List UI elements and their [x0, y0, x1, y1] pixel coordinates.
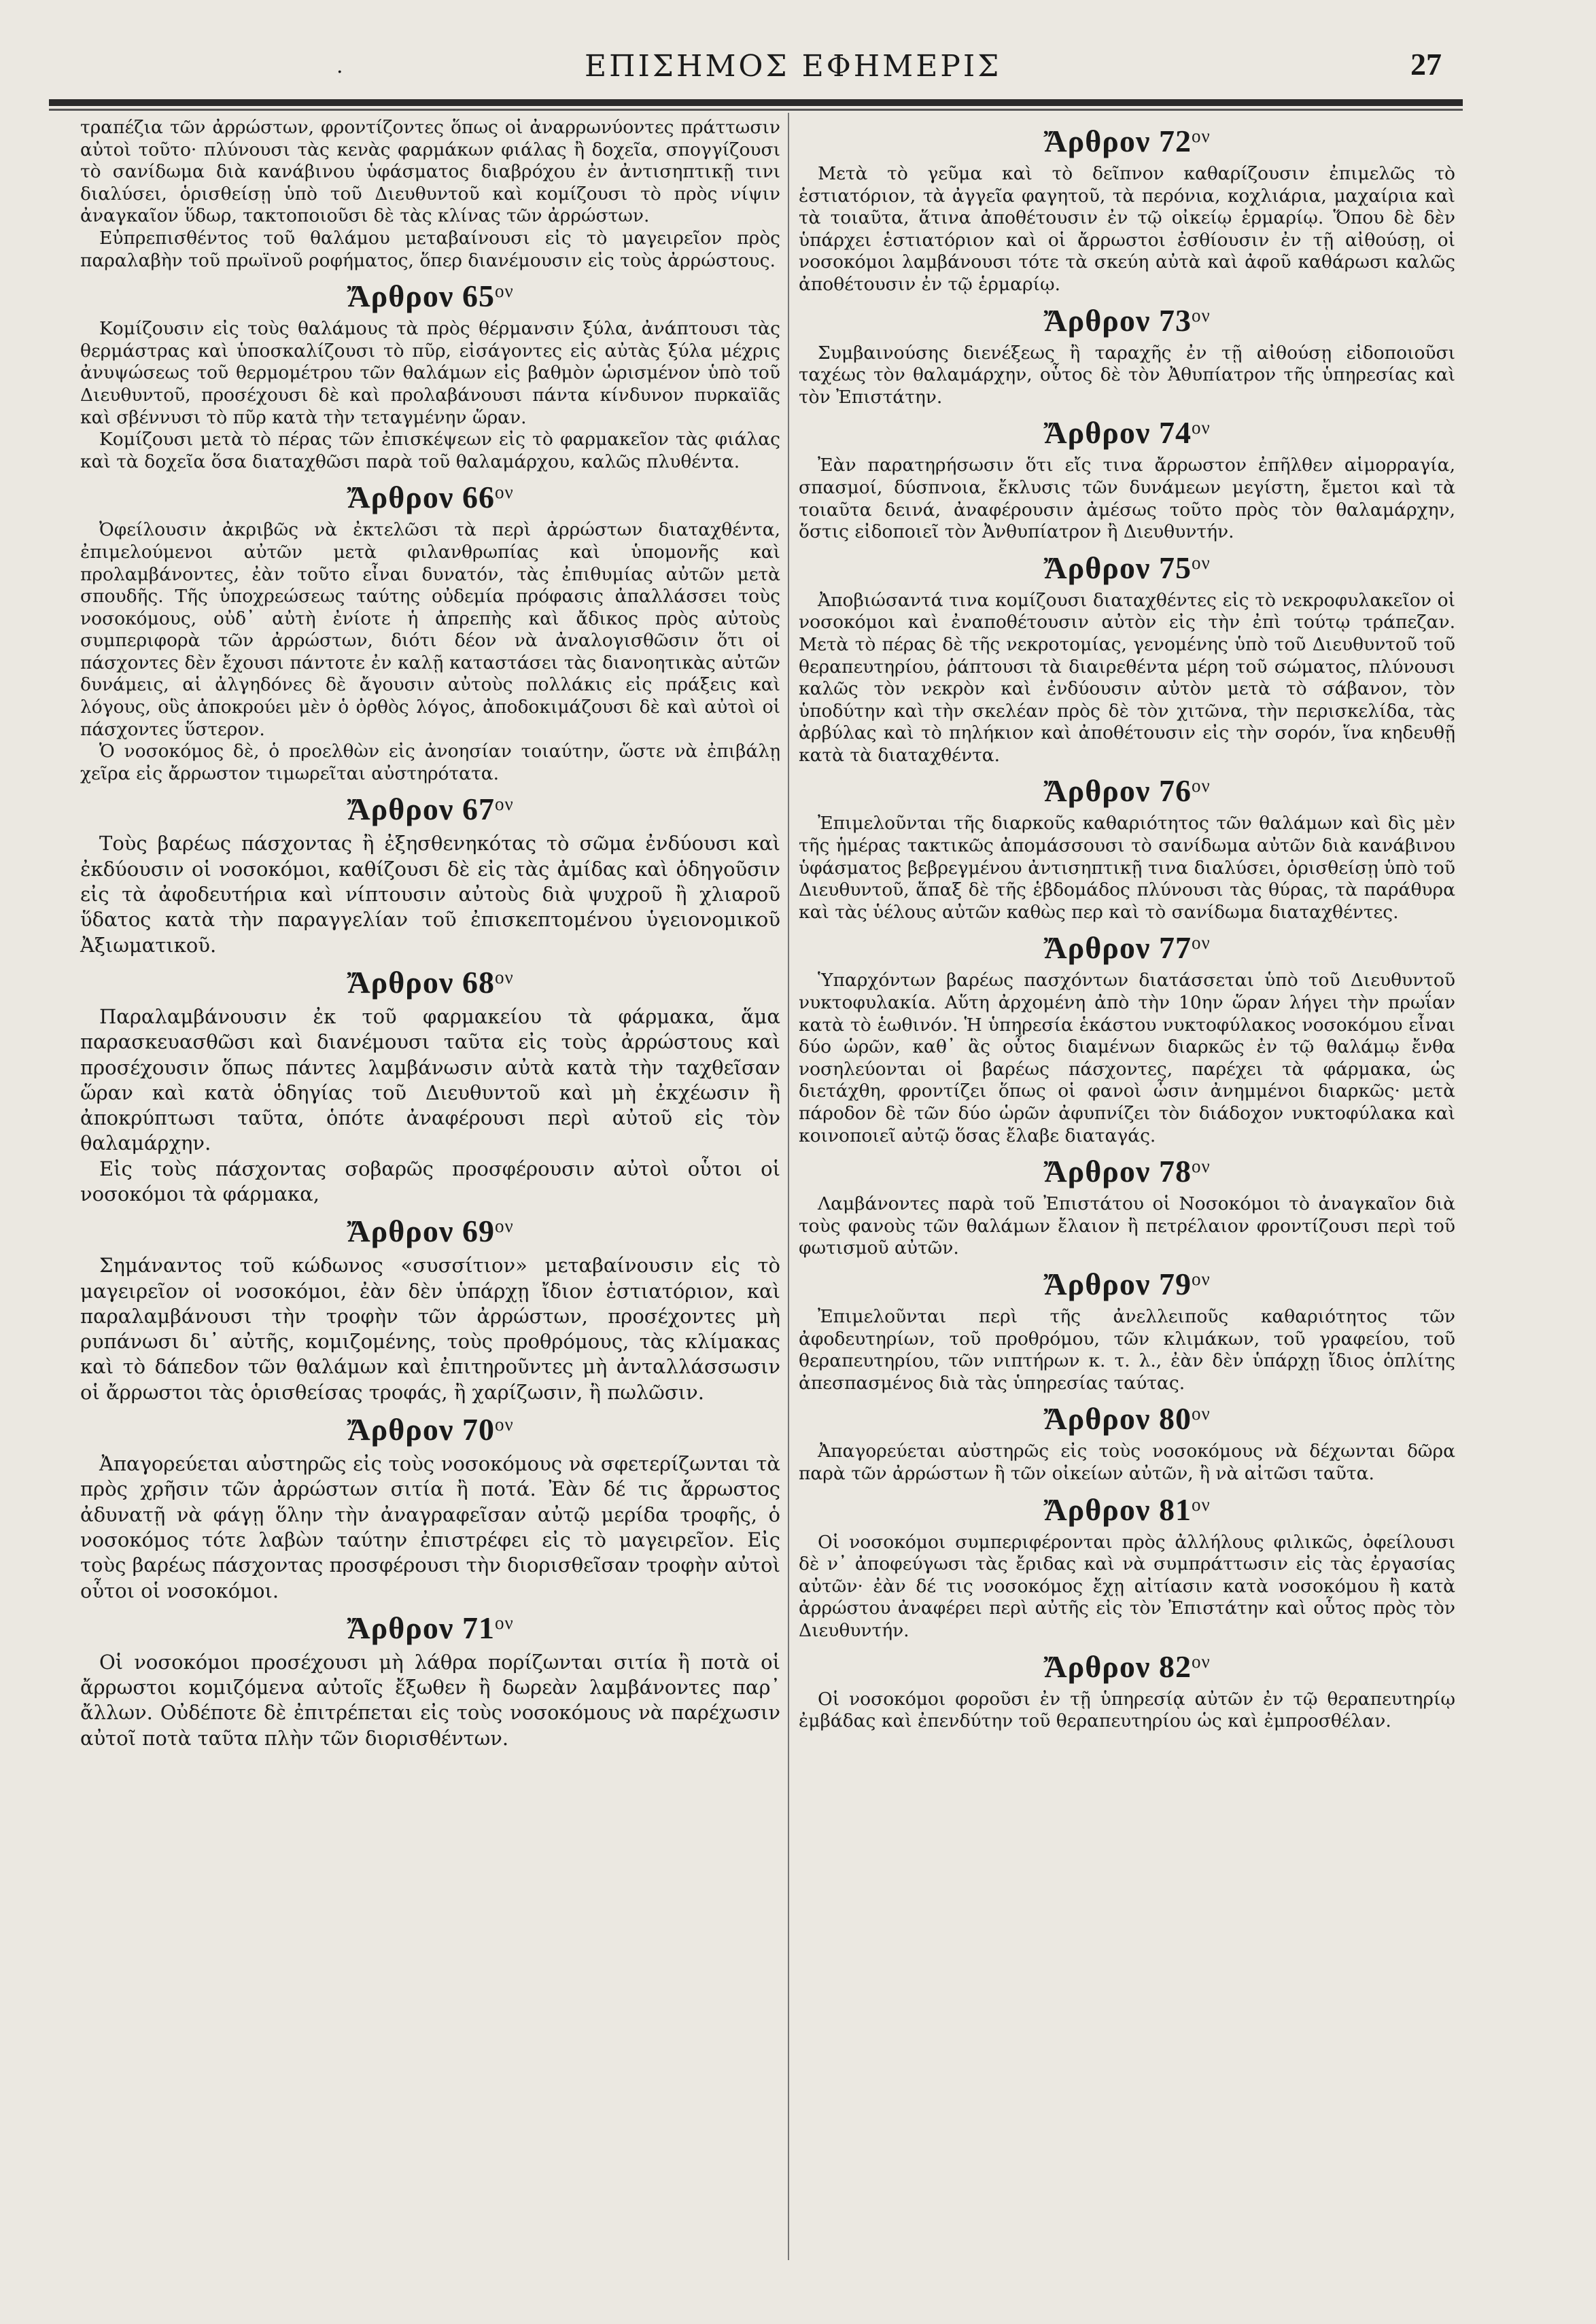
article-65-paragraph-1: Κομίζουσιν εἰς τοὺς θαλάμους τὰ πρὸς θέρμανσιν ξύλα, ἀνάπτουσι τὰς θερμάστρας καὶ ὑποσκαλίζουσι τὸ πῦρ, εἰσάγοντες εἰς αὐτὰς ξύλα μέχρις ἀνυψώσεως τοῦ θερμομέτρου τῶν θαλάμων εἰς βαθμὸν ὡρισμένον ὑπὸ τοῦ Διευθυντοῦ, προσέχουσι δὲ καὶ προλαβάνουσι πάντα κίνδυνον πυρκαϊᾶς καὶ σβέννυσι τὸ πῦρ κατὰ τὴν τεταγμένην ὥραν. — [80, 318, 780, 428]
article-heading-74: Ἄρθρον $74^{o\nu}$ — [1043, 415, 1211, 451]
article-heading-81: Ἄρθρον $81^{o\nu}$ — [1043, 1492, 1211, 1527]
article-75-paragraph: Ἀποβιώσαντά τινα κομίζουσι διαταχθέντες εἰς τὸ νεκροφυλακεῖον οἱ νοσοκόμοι καὶ ἐναποθέτουσιν αὐτὸν εἰς τὴν ἐπὶ τούτῳ τράπεζαν. Μετὰ τὸ πέρας δὲ τῆς νεκροτομίας, γενομένης ὑπὸ τοῦ Διευθυντοῦ τοῦ θεραπευτηρίου, ῥάπτουσι τὰ διαιρεθέντα μέρη τοῦ σώματος, πλύνουσι καλῶς τὸν νεκρὸν καὶ ἐνδύουσιν αὐτὸν μετὰ τὸ σάβανον, τὸν ὑποδύτην καὶ τὴν σκελέαν πρὸς δὲ τὸν χιτῶνα, τὴν περισκελίδα, τὰς ἀρβύλας καὶ τὸ πηλήκιον καὶ ἀποθέτουσιν εἰς τὴν σορόν, ἵνα κηδευθῇ κατὰ τὰ διαταχθέντα. — [799, 589, 1455, 766]
header-rule — [49, 99, 1463, 106]
article-68-paragraph-2: Εἰς τοὺς πάσχοντας σοβαρῶς προσφέρουσιν αὐτοὶ οὗτοι οἱ νοσοκόμοι τὰ φάρμακα, — [80, 1157, 780, 1205]
paragraph-intro-2: Εὐπρεπισθέντος τοῦ θαλάμου μεταβαίνουσι εἰς τὸ μαγειρεῖον πρὸς παραλαβὴν τοῦ πρωϊνοῦ ροφήματος, ὅπερ διανέμουσιν εἰς τοὺς ἀρρώστους. — [80, 227, 780, 271]
article-71-paragraph: Οἱ νοσοκόμοι προσέχουσι μὴ λάθρα πορίζωνται σιτία ἢ ποτὰ οἱ ἄρρωστοι κομιζόμενα αὐτοῖς ἔξωθεν ἢ δωρεὰν λαμβάνοντες παρ᾽ ἄλλων. Οὐδέποτε δὲ ἐπιτρέπεται εἰς τοὺς νοσοκόμους νὰ παρέχωσιν αὐτοῖ ποτὰ ταῦτα πλὴν τῶν διορισθέντων. — [80, 1650, 780, 1750]
page-number: 27 — [1410, 47, 1442, 82]
left-column — [80, 117, 780, 1751]
article-heading-77: Ἄρθρον $77^{o\nu}$ — [1043, 930, 1211, 966]
column-divider — [788, 113, 789, 2260]
article-heading-73: Ἄρθρον $73^{o\nu}$ — [1043, 302, 1211, 338]
article-heading-76: Ἄρθρον $76^{o\nu}$ — [1043, 773, 1211, 809]
header-dot: . — [336, 54, 343, 78]
page-header — [0, 49, 1596, 96]
article-66-paragraph-2: Ὁ νοσοκόμος δὲ, ὁ προελθὼν εἰς ἀνοησίαν τοιαύτην, ὥστε νὰ ἐπιβάλῃ χεῖρα εἰς ἄρρωστον τιμωρεῖται αὐστηρότατα. — [80, 741, 780, 784]
article-82-paragraph: Οἱ νοσοκόμοι φοροῦσι ἐν τῇ ὑπηρεσίᾳ αὐτῶν ἐν τῷ θεραπευτηρίῳ ἐμβάδας καὶ ἐπενδύτην τοῦ θεραπευτηρίου ὡς καὶ ἐμπροσθέλαν. — [799, 1688, 1455, 1732]
header-rule-thin — [49, 109, 1463, 111]
article-73-paragraph: Συμβαινούσης διενέξεως ἢ ταραχῆς ἐν τῇ αἰθούσῃ εἰδοποιοῦσι ταχέως τὸν θαλαμάρχην, οὗτος δὲ τὸν Ἀθυπίατρον τῆς ὑπηρεσίας καὶ τὸν Ἐπιστάτην. — [799, 342, 1455, 408]
article-heading-67: Ἄρθρον $67^{o\nu}$ — [347, 792, 514, 827]
article-66-paragraph-1: Ὀφείλουσιν ἀκριβῶς νὰ ἐκτελῶσι τὰ περὶ ἀρρώστων διαταχθέντα, ἐπιμελούμενοι αὐτῶν μετὰ φιλανθρωπίας καὶ ὑπομονῆς καὶ προλαμβάνοντες, ἐὰν τοῦτο εἶναι δυνατόν, τὰς ἐπιθυμίας αὐτῶν μετὰ σπουδῆς. Τῆς ὑποχρεώσεως ταύτης οὐδεμία πρόφασις ἀπαλλάσσει τοὺς νοσοκόμους, οὐδ᾽ αὐτὴ ἐνίοτε ἡ ἀπρεπὴς καὶ ἄδικος πρὸς αὐτοὺς συμπεριφορὰ τῶν ἀρρώστων, διότι δέον νὰ ἀναλογισθῶσιν ὅτι οἱ πάσχοντες δὲν ἔχουσι πάντοτε ἐν καλῇ καταστάσει τὰς διανοητικὰς αὐτῶν δυνάμεις, αἱ ἀλγηδόνες δὲ ἄγουσιν αὐτοὺς πολλάκις εἰς πράξεις καὶ λόγους, οὓς ἀποκρούει μὲν ὁ ὀρθὸς λόγος, ἀποδοκιμάζουσι δὲ καὶ αὐτοὶ οἱ πάσχοντες ὕστερον. — [80, 519, 780, 740]
article-heading-78: Ἄρθρον $78^{o\nu}$ — [1043, 1154, 1211, 1189]
article-heading-70: Ἄρθρον $70^{o\nu}$ — [347, 1412, 514, 1447]
article-heading-71: Ἄρθρον $71^{o\nu}$ — [347, 1610, 514, 1645]
article-heading-79: Ἄρθρον $79^{o\nu}$ — [1043, 1266, 1211, 1301]
newspaper-title: ΕΠΙΣΗΜΟΣ ΕΦΗΜΕΡΙΣ — [585, 49, 1002, 84]
article-69-paragraph: Σημάναντος τοῦ κώδωνος «συσσίτιον» μεταβαίνουσιν εἰς τὸ μαγειρεῖον οἱ νοσοκόμοι, ἐὰν δὲν ὑπάρχῃ ἴδιον ἑστιατόριον, καὶ παραλαμβάνουσι τὴν τροφὴν τῶν ἀρρώστων, προσέχοντες μὴ ρυπάνωσι δι᾽ αὐτῆς, κομιζομένης, τοὺς προθρόμους, τὰς κλίμακας καὶ τὸ δάπεδον τῶν θαλάμων καὶ ἐπιτηροῦντες μὴ ἀνταλλάσσωσιν οἱ ἄρρωστοι τὰς ὁρισθείσας τροφάς, ἢ χαρίζωσιν, ἢ πωλῶσιν. — [80, 1254, 780, 1404]
article-68-paragraph-1: Παραλαμβάνουσιν ἐκ τοῦ φαρμακείου τὰ φάρμακα, ἅμα παρασκευασθῶσι καὶ διανέμουσι ταῦτα εἰς τοὺς ἀρρώστους καὶ προσέχουσιν ὅπως πάντες λαμβάνωσιν αὐτὰ κατὰ τὴν ταχθεῖσαν ὥραν καὶ κατὰ ὁδηγίας τοῦ Διευθυντοῦ καὶ μὴ ἐκχέωσιν ἢ ἀποκρύπτωσι ταῦτα, ὁπότε ἀναφέρουσι περὶ αὐτοῦ εἰς τὸν θαλαμάρχην. — [80, 1004, 780, 1155]
article-70-paragraph: Ἀπαγορεύεται αὐστηρῶς εἰς τοὺς νοσοκόμους νὰ σφετερίζωνται τὰ πρὸς χρῆσιν τῶν ἀρρώστων σιτία ἢ ποτά. Ἐὰν δέ τις ἄρρωστος ἀδυνατῇ νὰ φάγῃ ὅλην τὴν ἀναγραφεῖσαν αὐτῷ μερίδα τροφῆς, ὁ νοσοκόμος τότε λαβὼν ταύτην ἐπιστρέφει εἰς τὸ μαγειρεῖον. Εἰς τοὺς βαρέως πάσχοντας προσφέρουσι τὴν διορισθεῖσαν τροφὴν αὐτοὶ οὗτοι οἱ νοσοκόμοι. — [80, 1452, 780, 1602]
article-heading-65: Ἄρθρον $65^{o\nu}$ — [347, 279, 514, 314]
article-heading-69: Ἄρθρον $69^{o\nu}$ — [347, 1214, 514, 1249]
right-column — [799, 117, 1455, 1733]
article-heading-82: Ἄρθρον $82^{o\nu}$ — [1043, 1649, 1211, 1684]
article-74-paragraph: Ἐὰν παρατηρήσωσιν ὅτι εἴς τινα ἄρρωστον ἐπῆλθεν αἱμορραγία, σπασμοί, δύσπνοια, ἔκλυσις τῶν δυνάμεων μεγίστη, ἔμετοι καὶ τὰ τοιαῦτα δεινά, ἀναφέρουσιν ἀμέσως τοῦτο πρὸς τὸν θαλαμάρχην, ὅστις εἰδοποιεῖ τὸν Ἀνθυπίατρον ἢ Διευθυντήν. — [799, 455, 1455, 543]
article-heading-72: Ἄρθρον $72^{o\nu}$ — [1043, 124, 1211, 158]
article-heading-66: Ἄρθρον $66^{o\nu}$ — [347, 480, 514, 515]
article-77-paragraph: Ὑπαρχόντων βαρέως πασχόντων διατάσσεται ὑπὸ τοῦ Διευθυντοῦ νυκτοφυλακία. Αὕτη ἀρχομένη ἀπὸ τὴν 10ην ὥραν λήγει τὴν πρωΐαν κατὰ τὸ ἑωθινόν. Ἡ ὑπηρεσία ἑκάστου νυκτοφύλακος νοσοκόμου εἶναι δύο ὡρῶν, καθ᾽ ἃς οὗτος διαμένων διαρκῶς ἐν τῷ θαλάμῳ ἔνθα νοσηλεύονται οἱ βαρέως πάσχοντες, παρέχει τὰ φάρμακα, ὡς διετάχθη, φροντίζει ὅπως οἱ φανοὶ ὦσιν ἀνημμένοι διαρκῶς· μετὰ πάροδον δὲ τῶν δύο ὡρῶν ἀφυπνίζει τὸν διάδοχον νυκτοφύλακα καὶ κοινοποιεῖ αὐτῷ ὅσας ἔλαβε διαταγάς. — [799, 970, 1455, 1146]
paragraph-intro: τραπέζια τῶν ἀρρώστων, φροντίζοντες ὅπως οἱ ἀναρρωνύοντες πράττωσιν αὐτοὶ τοῦτο· πλύνουσι τὰς κενὰς φαρμάκων φιάλας ἢ δοχεῖα, σπογγίζουσι τὸ σανίδωμα διὰ κανάβινου ὑφάσματος διαβρόχου ἐν ἀντισηπτικῇ τινι διαλύσει, ὁρισθείσῃ ὑπὸ τοῦ Διευθυντοῦ καὶ κομίζουσι τὸ πρὸς νίψιν ἀναγκαῖον ὕδωρ, τακτοποιοῦσι δὲ τὰς κλίνας τῶν ἀρρώστων. — [80, 117, 780, 227]
article-67-paragraph: Τοὺς βαρέως πάσχοντας ἢ ἐξησθενηκότας τὸ σῶμα ἐνδύουσι καὶ ἐκδύουσιν οἱ νοσοκόμοι, καθίζουσι δὲ εἰς τὰς ἀμίδας καὶ ὁδηγοῦσιν εἰς τὰ ἀφοδευτήρια καὶ νίπτουσιν αὐτοὺς διὰ ψυχροῦ ἢ χλιαροῦ ὕδατος κατὰ τὴν παραγγελίαν τοῦ ἐπισκεπτομένου ὑγειονομικοῦ Ἀξιωματικοῦ. — [80, 832, 780, 957]
article-heading-68: Ἄρθρον $68^{o\nu}$ — [347, 964, 514, 1000]
article-65-paragraph-2: Κομίζουσι μετὰ τὸ πέρας τῶν ἐπισκέψεων εἰς τὸ φαρμακεῖον τὰς φιάλας καὶ τὰ δοχεῖα ὅσα διαταχθῶσι παρὰ τοῦ θαλαμάρχου, καλῶς πλυθέντα. — [80, 429, 780, 472]
article-80-paragraph: Ἀπαγορεύεται αὐστηρῶς εἰς τοὺς νοσοκόμους νὰ δέχωνται δῶρα παρὰ τῶν ἀρρώστων ἢ τῶν οἰκείων αὐτῶν, ἢ νὰ αἰτῶσι ταῦτα. — [799, 1441, 1455, 1484]
article-76-paragraph: Ἐπιμελοῦνται τῆς διαρκοῦς καθαριότητος τῶν θαλάμων καὶ δὶς μὲν τῆς ἡμέρας τακτικῶς ἀπομάσσουσι τὸ σανίδωμα αὐτῶν διὰ κανάβινου ὑφάσματος βεβρεγμένου ἀντισηπτικῇ τινα διαλύσει, ὁρισθείσῃ ὑπὸ τοῦ Διευθυντοῦ, ἅπαξ δὲ τῆς ἑβδομάδος πλύνουσι τὰς θύρας, τὰ παράθυρα καὶ τὰς ὑέλους αὐτῶν καθὼς περ καὶ τὸ σανίδωμα διαταχθέντες. — [799, 813, 1455, 923]
article-79-paragraph: Ἐπιμελοῦνται περὶ τῆς ἀνελλειποῦς καθαριότητος τῶν ἀφοδευτηρίων, τοῦ προθρόμου, τῶν κλιμάκων, τοῦ γραφείου, τοῦ θεραπευτηρίου, τῶν νιπτήρων κ. τ. λ., ἐὰν δὲν ὑπάρχῃ ἴδιος ὁπλίτης ἀπεσπασμένος διὰ τὰς ὑπηρεσίας ταύτας. — [799, 1305, 1455, 1394]
article-78-paragraph: Λαμβάνοντες παρὰ τοῦ Ἐπιστάτου οἱ Νοσοκόμοι τὸ ἀναγκαῖον διὰ τοὺς φανοὺς τῶν θαλάμων ἔλαιον ἢ πετρέλαιον φροντίζουσι περὶ τοῦ φωτισμοῦ αὐτῶν. — [799, 1193, 1455, 1259]
article-heading-80: Ἄρθρον $80^{o\nu}$ — [1043, 1401, 1211, 1437]
article-81-paragraph: Οἱ νοσοκόμοι συμπεριφέρονται πρὸς ἀλλήλους φιλικῶς, ὀφείλουσι δὲ ν᾽ ἀποφεύγωσι τὰς ἔριδας καὶ νὰ συμπράττωσιν εἰς τὰς ἐργασίας αὐτῶν· ἐὰν δέ τις νοσοκόμος ἔχῃ αἰτίασιν κατὰ νοσοκόμου ἢ κατὰ ἀρρώστου ἀναφέρει περὶ αὐτῆς εἰς τὸν Ἐπιστάτην καὶ οὗτος πρὸς τὸν Διευθυντήν. — [799, 1531, 1455, 1641]
article-72-paragraph: Μετὰ τὸ γεῦμα καὶ τὸ δεῖπνον καθαρίζουσιν ἐπιμελῶς τὸ ἑστιατόριον, τὰ ἀγγεῖα φαγητοῦ, τὰ περόνια, κοχλιάρια, μαχαίρια καὶ τὰ τοιαῦτα, ἅτινα ἀποθέτουσιν ἐν τῷ οἰκείῳ ἑρμαρίῳ. Ὅπου δὲ δὲν ὑπάρχει ἑστιατόριον καὶ οἱ ἄρρωστοι ἐσθίουσιν ἐν τῇ αἰθούσῃ, οἱ νοσοκόμοι λαμβάνουσι τότε τὰ σκεύη αὐτὰ καὶ ἀφοῦ καθάρωσι καλῶς ἀποθέτουσιν ἐν τῷ ἑρμαρίῳ. — [799, 163, 1455, 295]
article-heading-75: Ἄρθρον $75^{o\nu}$ — [1043, 550, 1211, 585]
